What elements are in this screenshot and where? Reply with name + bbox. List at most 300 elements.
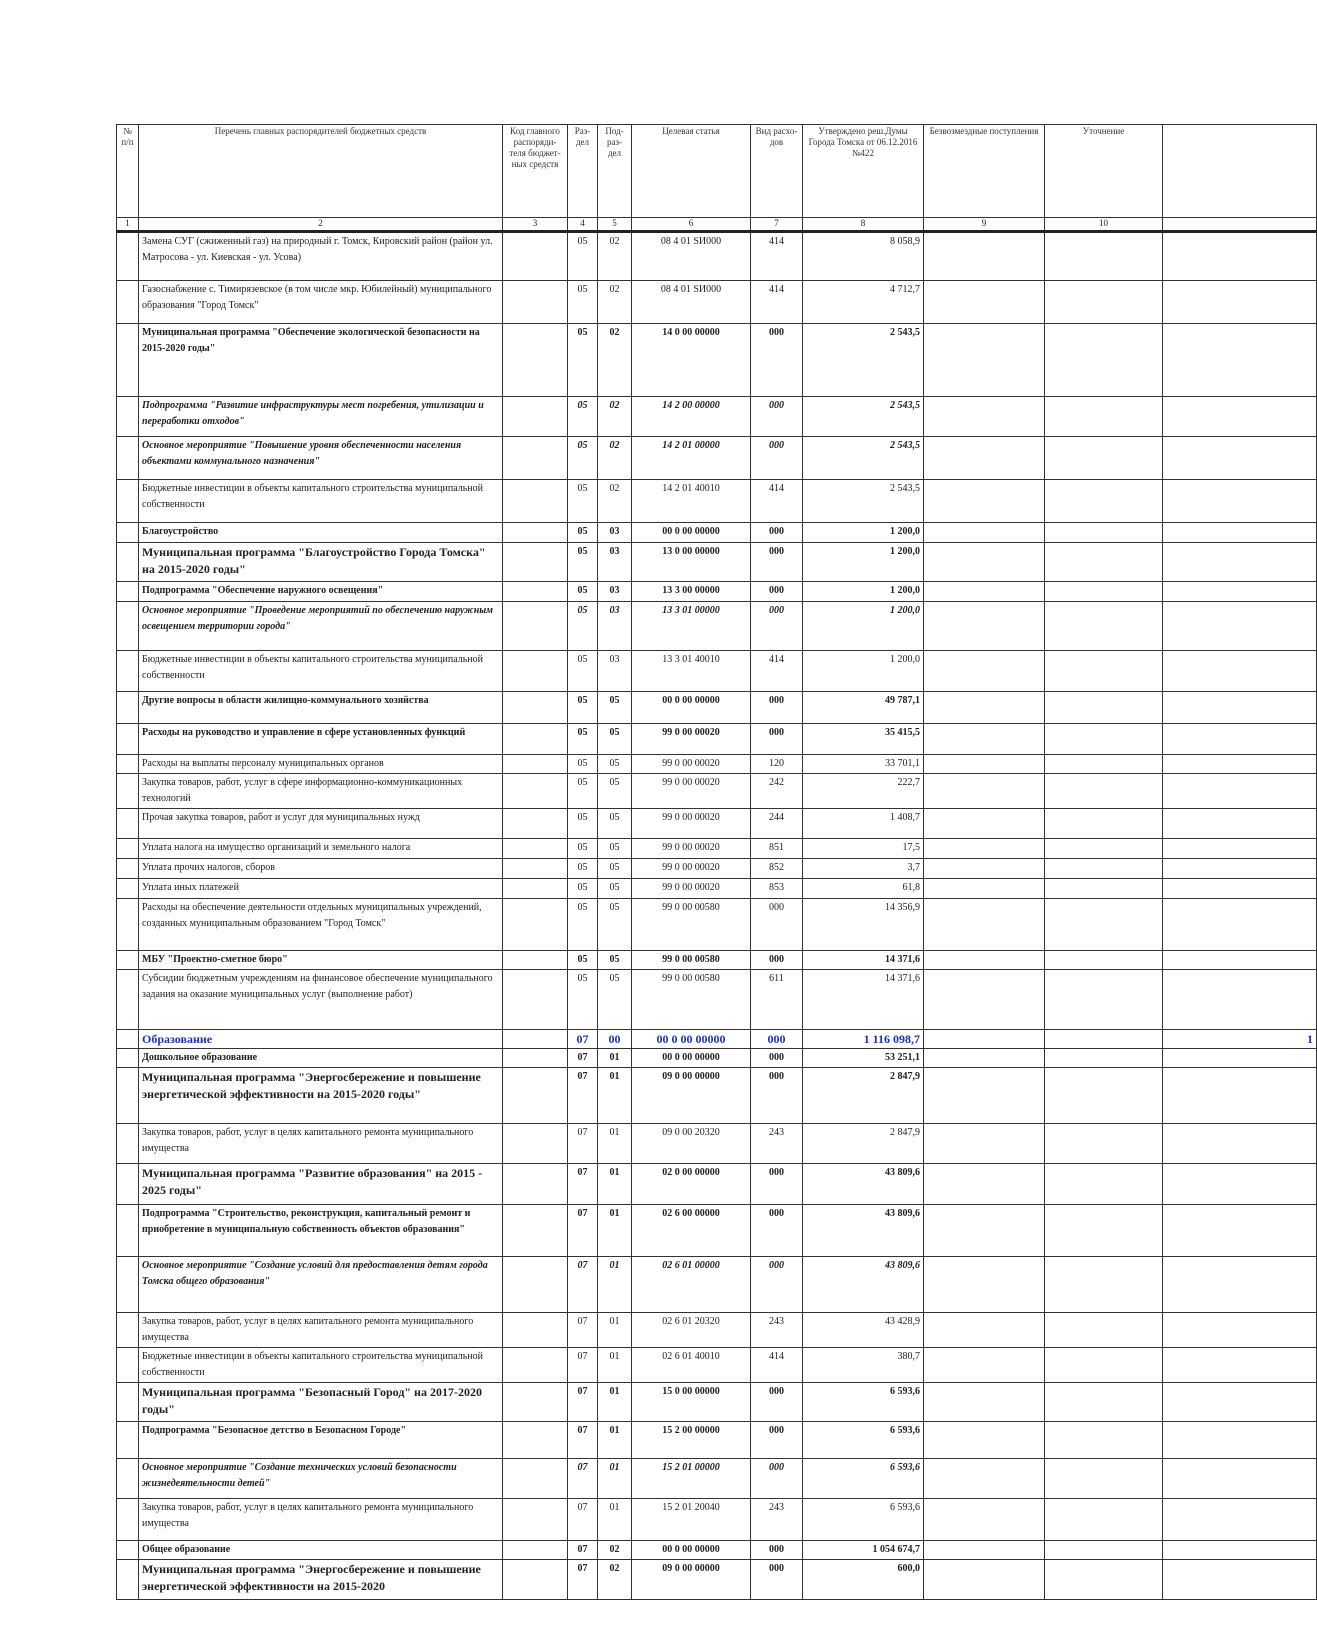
cell-grants <box>924 774 1045 809</box>
cell-statya: 15 2 01 20040 <box>632 1499 751 1541</box>
cell-grants <box>924 692 1045 724</box>
table-row <box>117 324 1317 397</box>
cell-statya: 02 6 01 40010 <box>632 1348 751 1383</box>
cell-clarification <box>1045 951 1163 970</box>
table-row <box>117 1499 1317 1541</box>
cell-vid: 000 <box>751 523 803 543</box>
cell-name: Другие вопросы в области жилищно-коммунального хозяйства <box>139 692 503 724</box>
cell-code <box>503 1313 568 1348</box>
cell-name: Замена СУГ (сжиженный газ) на природный г. Томск, Кировский район (район ул. Матросова - ул. Киевская - ул. Усова) <box>139 232 503 281</box>
cell-podrazdel: 01 <box>598 1422 632 1459</box>
cell-podrazdel: 05 <box>598 879 632 899</box>
cell-name: Уплата налога на имущество организаций и земельного налога <box>139 839 503 859</box>
table-row <box>117 1348 1317 1383</box>
cell-extra <box>1163 324 1317 397</box>
header-vid: Вид расхо-дов <box>751 125 803 218</box>
cell-extra <box>1163 1422 1317 1459</box>
cell-num <box>117 859 139 879</box>
cell-name: Расходы на руководство и управление в сфере установленных функций <box>139 724 503 755</box>
header-podrazdel: Под-раз-дел <box>598 125 632 218</box>
table-row <box>117 397 1317 437</box>
cell-grants <box>924 951 1045 970</box>
cell-num <box>117 397 139 437</box>
cell-podrazdel: 02 <box>598 1541 632 1560</box>
cell-clarification <box>1045 324 1163 397</box>
table-row <box>117 1560 1317 1600</box>
cell-podrazdel: 05 <box>598 951 632 970</box>
header-code: Код главного распоряди-теля бюджет-ных средств <box>503 125 568 218</box>
cell-clarification <box>1045 1164 1163 1205</box>
cell-statya: 99 0 00 00020 <box>632 755 751 774</box>
cell-grants <box>924 755 1045 774</box>
cell-podrazdel: 02 <box>598 480 632 523</box>
cell-extra <box>1163 1459 1317 1499</box>
cell-statya: 99 0 00 00020 <box>632 774 751 809</box>
cell-razdel: 07 <box>568 1068 598 1124</box>
cell-amount: 1 200,0 <box>803 582 924 602</box>
cell-podrazdel: 03 <box>598 651 632 692</box>
cell-code <box>503 480 568 523</box>
cell-clarification <box>1045 879 1163 899</box>
cell-amount: 43 809,6 <box>803 1205 924 1257</box>
cell-podrazdel: 05 <box>598 692 632 724</box>
cell-vid: 853 <box>751 879 803 899</box>
cell-statya: 13 0 00 00000 <box>632 543 751 582</box>
cell-num <box>117 951 139 970</box>
cell-code <box>503 437 568 480</box>
cell-num <box>117 1205 139 1257</box>
cell-statya: 99 0 00 00020 <box>632 809 751 839</box>
cell-razdel: 05 <box>568 437 598 480</box>
cell-name: Бюджетные инвестиции в объекты капитального строительства муниципальной собственности <box>139 651 503 692</box>
cell-statya: 08 4 01 SИ000 <box>632 281 751 324</box>
cell-clarification <box>1045 970 1163 1030</box>
cell-razdel: 07 <box>568 1459 598 1499</box>
table-row <box>117 774 1317 809</box>
cell-name: Уплата прочих налогов, сборов <box>139 859 503 879</box>
cell-amount: 43 809,6 <box>803 1257 924 1313</box>
header-row <box>117 125 1317 218</box>
header-razdel: Раз-дел <box>568 125 598 218</box>
cell-statya: 13 3 01 00000 <box>632 602 751 651</box>
cell-statya: 14 2 00 00000 <box>632 397 751 437</box>
cell-razdel: 07 <box>568 1164 598 1205</box>
cell-extra: 1 <box>1163 1030 1317 1049</box>
cell-num <box>117 839 139 859</box>
cell-vid: 000 <box>751 1068 803 1124</box>
cell-clarification <box>1045 1541 1163 1560</box>
cell-grants <box>924 523 1045 543</box>
table-row <box>117 1124 1317 1164</box>
cell-amount: 1 116 098,7 <box>803 1030 924 1049</box>
cell-razdel: 07 <box>568 1313 598 1348</box>
cell-code <box>503 809 568 839</box>
cell-clarification <box>1045 1049 1163 1068</box>
table-row <box>117 724 1317 755</box>
cell-num <box>117 543 139 582</box>
cell-code <box>503 1030 568 1049</box>
cell-statya: 99 0 00 00020 <box>632 839 751 859</box>
cell-statya: 99 0 00 00020 <box>632 724 751 755</box>
cell-extra <box>1163 232 1317 281</box>
cell-clarification <box>1045 1124 1163 1164</box>
cell-amount: 6 593,6 <box>803 1499 924 1541</box>
cell-grants <box>924 1383 1045 1422</box>
cell-statya: 00 0 00 00000 <box>632 523 751 543</box>
cell-grants <box>924 859 1045 879</box>
cell-code <box>503 1422 568 1459</box>
table-body <box>117 232 1317 1600</box>
cell-vid: 000 <box>751 397 803 437</box>
cell-code <box>503 397 568 437</box>
cell-amount: 600,0 <box>803 1560 924 1600</box>
cell-clarification <box>1045 1313 1163 1348</box>
cell-podrazdel: 01 <box>598 1205 632 1257</box>
cell-amount: 1 200,0 <box>803 523 924 543</box>
cell-grants <box>924 839 1045 859</box>
cell-grants <box>924 809 1045 839</box>
cell-num <box>117 1164 139 1205</box>
cell-name: Закупка товаров, работ, услуг в целях капитального ремонта муниципального имущества <box>139 1499 503 1541</box>
cell-grants <box>924 1422 1045 1459</box>
cell-statya: 09 0 00 00000 <box>632 1068 751 1124</box>
cell-clarification <box>1045 582 1163 602</box>
header-approved: Утверждено реш.Думы Города Томска от 06.12.2016 №422 <box>803 125 924 218</box>
cell-vid: 000 <box>751 1030 803 1049</box>
cell-name: Муниципальная программа "Безопасный Город" на 2017-2020 годы" <box>139 1383 503 1422</box>
cell-clarification <box>1045 480 1163 523</box>
table-row <box>117 899 1317 951</box>
cell-num <box>117 970 139 1030</box>
cell-amount: 2 847,9 <box>803 1068 924 1124</box>
cell-code <box>503 755 568 774</box>
cell-statya: 14 2 01 00000 <box>632 437 751 480</box>
cell-code <box>503 899 568 951</box>
cell-extra <box>1163 809 1317 839</box>
cell-podrazdel: 05 <box>598 839 632 859</box>
cell-razdel: 07 <box>568 1422 598 1459</box>
cell-extra <box>1163 899 1317 951</box>
cell-grants <box>924 724 1045 755</box>
cell-extra <box>1163 1560 1317 1600</box>
cell-grants <box>924 1499 1045 1541</box>
cell-amount: 2 543,5 <box>803 437 924 480</box>
cell-statya: 00 0 00 00000 <box>632 1030 751 1049</box>
cell-vid: 000 <box>751 692 803 724</box>
table-row <box>117 1422 1317 1459</box>
cell-podrazdel: 02 <box>598 437 632 480</box>
cell-grants <box>924 1541 1045 1560</box>
column-number: 4 <box>568 218 598 232</box>
cell-grants <box>924 1124 1045 1164</box>
cell-amount: 2 543,5 <box>803 480 924 523</box>
cell-podrazdel: 03 <box>598 602 632 651</box>
cell-podrazdel: 01 <box>598 1499 632 1541</box>
cell-razdel: 05 <box>568 543 598 582</box>
cell-razdel: 07 <box>568 1560 598 1600</box>
cell-vid: 852 <box>751 859 803 879</box>
cell-name: Муниципальная программа "Развитие образования" на 2015 - 2025 годы" <box>139 1164 503 1205</box>
cell-num <box>117 1348 139 1383</box>
cell-razdel: 05 <box>568 839 598 859</box>
cell-name: Прочая закупка товаров, работ и услуг для муниципальных нужд <box>139 809 503 839</box>
cell-podrazdel: 02 <box>598 1560 632 1600</box>
table-row <box>117 970 1317 1030</box>
table-row <box>117 523 1317 543</box>
header-clarification: Уточнение <box>1045 125 1163 218</box>
cell-clarification <box>1045 1068 1163 1124</box>
header-num: № п/п <box>117 125 139 218</box>
cell-razdel: 07 <box>568 1257 598 1313</box>
cell-vid: 000 <box>751 724 803 755</box>
cell-name: Закупка товаров, работ, услуг в сфере информационно-коммуникационных технологий <box>139 774 503 809</box>
cell-clarification <box>1045 1459 1163 1499</box>
cell-name: Благоустройство <box>139 523 503 543</box>
cell-razdel: 07 <box>568 1499 598 1541</box>
cell-podrazdel: 01 <box>598 1124 632 1164</box>
cell-code <box>503 281 568 324</box>
cell-clarification <box>1045 1205 1163 1257</box>
cell-code <box>503 1541 568 1560</box>
cell-clarification <box>1045 1560 1163 1600</box>
cell-name: Дошкольное образование <box>139 1049 503 1068</box>
cell-code <box>503 1205 568 1257</box>
cell-grants <box>924 1560 1045 1600</box>
cell-razdel: 05 <box>568 879 598 899</box>
cell-num <box>117 755 139 774</box>
cell-amount: 1 408,7 <box>803 809 924 839</box>
column-number: 3 <box>503 218 568 232</box>
cell-vid: 000 <box>751 437 803 480</box>
cell-razdel: 07 <box>568 1049 598 1068</box>
cell-num <box>117 879 139 899</box>
cell-amount: 33 701,1 <box>803 755 924 774</box>
cell-name: Общее образование <box>139 1541 503 1560</box>
cell-code <box>503 232 568 281</box>
table-row <box>117 1164 1317 1205</box>
cell-extra <box>1163 1383 1317 1422</box>
cell-num <box>117 582 139 602</box>
cell-vid: 000 <box>751 1422 803 1459</box>
cell-clarification <box>1045 1383 1163 1422</box>
cell-grants <box>924 582 1045 602</box>
column-number: 5 <box>598 218 632 232</box>
cell-code <box>503 724 568 755</box>
cell-amount: 2 543,5 <box>803 397 924 437</box>
column-number: 9 <box>924 218 1045 232</box>
cell-code <box>503 1164 568 1205</box>
cell-statya: 14 2 01 40010 <box>632 480 751 523</box>
cell-podrazdel: 03 <box>598 523 632 543</box>
cell-razdel: 05 <box>568 899 598 951</box>
table-row <box>117 1205 1317 1257</box>
table-row <box>117 480 1317 523</box>
cell-clarification <box>1045 692 1163 724</box>
cell-num <box>117 809 139 839</box>
cell-podrazdel: 01 <box>598 1383 632 1422</box>
cell-code <box>503 839 568 859</box>
cell-amount: 43 428,9 <box>803 1313 924 1348</box>
cell-grants <box>924 1205 1045 1257</box>
cell-vid: 000 <box>751 602 803 651</box>
cell-podrazdel: 01 <box>598 1164 632 1205</box>
cell-vid: 000 <box>751 1257 803 1313</box>
cell-name: Подпрограмма "Строительство, реконструкция, капитальный ремонт и приобретение в муниципальную собственность объектов образования" <box>139 1205 503 1257</box>
cell-num <box>117 1422 139 1459</box>
cell-num <box>117 1049 139 1068</box>
cell-extra <box>1163 480 1317 523</box>
cell-extra <box>1163 602 1317 651</box>
cell-grants <box>924 437 1045 480</box>
cell-code <box>503 602 568 651</box>
cell-amount: 14 356,9 <box>803 899 924 951</box>
cell-extra <box>1163 879 1317 899</box>
cell-num <box>117 1541 139 1560</box>
table-row <box>117 1068 1317 1124</box>
cell-podrazdel: 01 <box>598 1049 632 1068</box>
cell-vid: 242 <box>751 774 803 809</box>
cell-extra <box>1163 651 1317 692</box>
cell-clarification <box>1045 724 1163 755</box>
header-grants: Безвозмездные поступления <box>924 125 1045 218</box>
cell-amount: 2 847,9 <box>803 1124 924 1164</box>
cell-clarification <box>1045 437 1163 480</box>
cell-amount: 53 251,1 <box>803 1049 924 1068</box>
cell-vid: 000 <box>751 543 803 582</box>
cell-statya: 00 0 00 00000 <box>632 1049 751 1068</box>
cell-num <box>117 1499 139 1541</box>
cell-extra <box>1163 1348 1317 1383</box>
cell-razdel: 05 <box>568 692 598 724</box>
cell-code <box>503 543 568 582</box>
cell-name: Подпрограмма "Обеспечение наружного освещения" <box>139 582 503 602</box>
cell-name: Основное мероприятие "Создание технических условий безопасности жизнедеятельности детей" <box>139 1459 503 1499</box>
cell-name: Уплата иных платежей <box>139 879 503 899</box>
cell-grants <box>924 1049 1045 1068</box>
cell-statya: 13 3 01 40010 <box>632 651 751 692</box>
cell-statya: 15 2 01 00000 <box>632 1459 751 1499</box>
cell-grants <box>924 1348 1045 1383</box>
cell-razdel: 07 <box>568 1348 598 1383</box>
cell-podrazdel: 01 <box>598 1257 632 1313</box>
cell-num <box>117 1313 139 1348</box>
cell-code <box>503 970 568 1030</box>
table-row <box>117 232 1317 281</box>
cell-clarification <box>1045 543 1163 582</box>
cell-razdel: 05 <box>568 324 598 397</box>
cell-vid: 414 <box>751 281 803 324</box>
table-row <box>117 582 1317 602</box>
cell-extra <box>1163 523 1317 543</box>
cell-amount: 1 200,0 <box>803 602 924 651</box>
cell-razdel: 05 <box>568 232 598 281</box>
table-row <box>117 1383 1317 1422</box>
cell-clarification <box>1045 1348 1163 1383</box>
cell-extra <box>1163 755 1317 774</box>
cell-name: Бюджетные инвестиции в объекты капитального строительства муниципальной собственности <box>139 480 503 523</box>
cell-vid: 000 <box>751 1383 803 1422</box>
cell-razdel: 05 <box>568 951 598 970</box>
cell-num <box>117 480 139 523</box>
cell-razdel: 05 <box>568 582 598 602</box>
cell-clarification <box>1045 1422 1163 1459</box>
cell-amount: 1 200,0 <box>803 543 924 582</box>
cell-vid: 000 <box>751 1049 803 1068</box>
column-number: 1 <box>117 218 139 232</box>
cell-num <box>117 1560 139 1600</box>
cell-clarification <box>1045 523 1163 543</box>
cell-num <box>117 692 139 724</box>
cell-razdel: 05 <box>568 774 598 809</box>
cell-grants <box>924 651 1045 692</box>
table-row <box>117 692 1317 724</box>
cell-clarification <box>1045 281 1163 324</box>
header-statya: Целевая статья <box>632 125 751 218</box>
cell-name: Расходы на выплаты персоналу муниципальных органов <box>139 755 503 774</box>
cell-statya: 08 4 01 SИ000 <box>632 232 751 281</box>
cell-clarification <box>1045 1030 1163 1049</box>
cell-podrazdel: 05 <box>598 970 632 1030</box>
table-row <box>117 1313 1317 1348</box>
cell-statya: 15 0 00 00000 <box>632 1383 751 1422</box>
cell-statya: 02 6 00 00000 <box>632 1205 751 1257</box>
cell-name: Закупка товаров, работ, услуг в целях капитального ремонта муниципального имущества <box>139 1313 503 1348</box>
cell-code <box>503 859 568 879</box>
cell-num <box>117 774 139 809</box>
cell-extra <box>1163 1164 1317 1205</box>
cell-extra <box>1163 692 1317 724</box>
cell-razdel: 07 <box>568 1383 598 1422</box>
cell-podrazdel: 01 <box>598 1459 632 1499</box>
cell-amount: 222,7 <box>803 774 924 809</box>
cell-vid: 851 <box>751 839 803 859</box>
table-row <box>117 651 1317 692</box>
cell-grants <box>924 1313 1045 1348</box>
table-row <box>117 809 1317 839</box>
cell-podrazdel: 05 <box>598 755 632 774</box>
cell-razdel: 05 <box>568 397 598 437</box>
cell-vid: 414 <box>751 232 803 281</box>
cell-statya: 13 3 00 00000 <box>632 582 751 602</box>
table-row <box>117 879 1317 899</box>
cell-name: Подпрограмма "Безопасное детство в Безопасном Городе" <box>139 1422 503 1459</box>
table-row <box>117 1459 1317 1499</box>
cell-num <box>117 1030 139 1049</box>
cell-razdel: 07 <box>568 1541 598 1560</box>
cell-extra <box>1163 724 1317 755</box>
cell-code <box>503 1257 568 1313</box>
cell-num <box>117 1124 139 1164</box>
cell-vid: 000 <box>751 1205 803 1257</box>
table-row <box>117 755 1317 774</box>
cell-code <box>503 1560 568 1600</box>
cell-podrazdel: 03 <box>598 543 632 582</box>
cell-code <box>503 951 568 970</box>
cell-vid: 243 <box>751 1313 803 1348</box>
cell-vid: 611 <box>751 970 803 1030</box>
cell-grants <box>924 232 1045 281</box>
cell-vid: 414 <box>751 480 803 523</box>
column-number: 6 <box>632 218 751 232</box>
cell-amount: 14 371,6 <box>803 970 924 1030</box>
cell-code <box>503 1459 568 1499</box>
cell-name: Основное мероприятие "Повышение уровня обеспеченности населения объектами коммунального назначения" <box>139 437 503 480</box>
cell-clarification <box>1045 859 1163 879</box>
cell-statya: 00 0 00 00000 <box>632 692 751 724</box>
cell-num <box>117 651 139 692</box>
cell-razdel: 05 <box>568 523 598 543</box>
cell-podrazdel: 01 <box>598 1348 632 1383</box>
